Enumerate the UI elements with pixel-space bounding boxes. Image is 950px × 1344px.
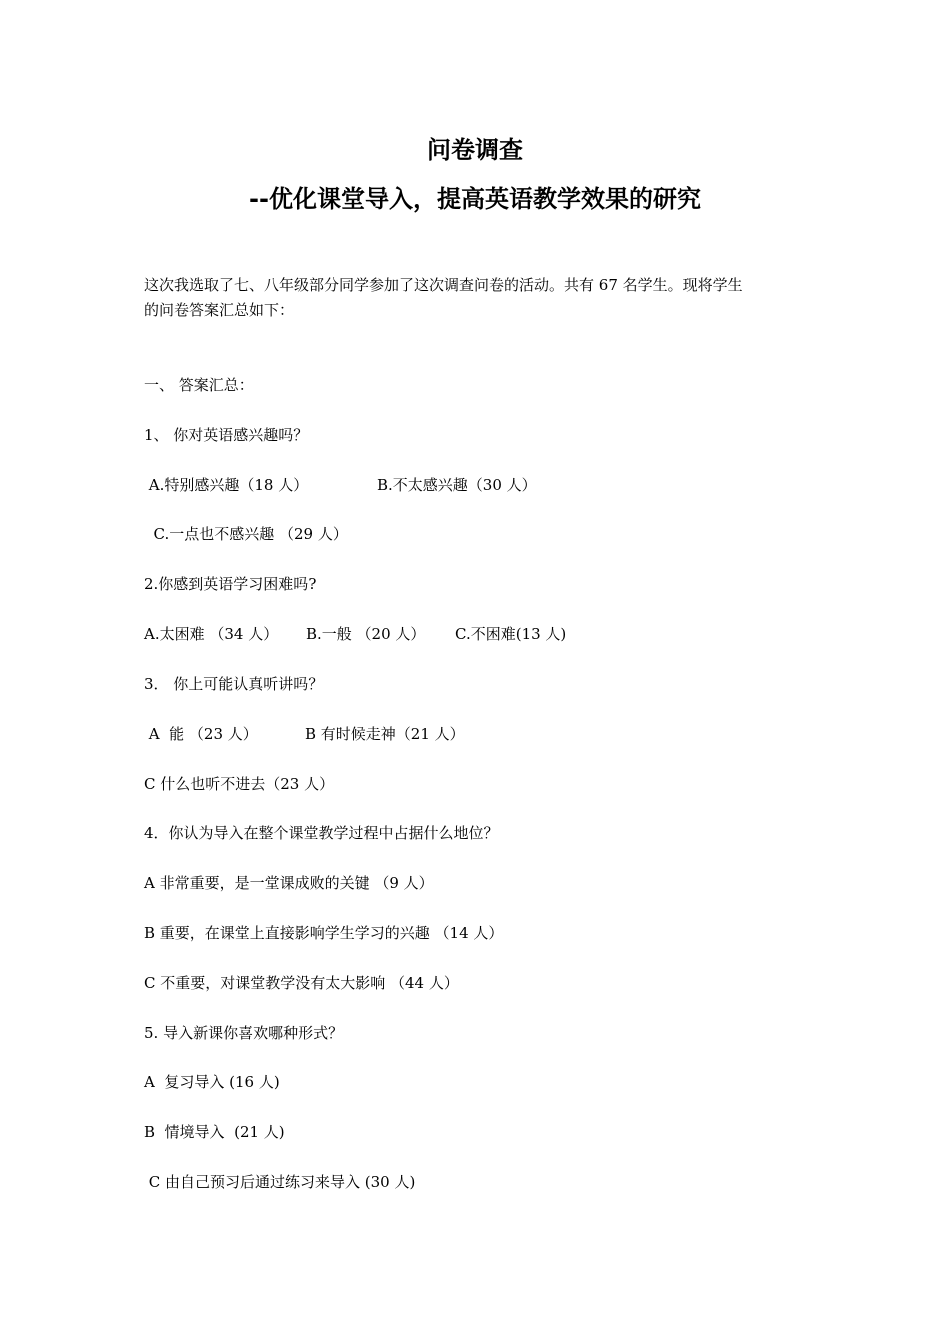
q3-option-c: C 什么也听不进去（23 人） — [144, 775, 335, 793]
q1-option-b: B.不太感兴趣（30 人） — [377, 476, 537, 494]
q3-option-b: B 有时候走神（21 人） — [305, 725, 465, 743]
q4-option-b: B 重要，在课堂上直接影响学生学习的兴趣 （14 人） — [144, 924, 504, 942]
q1-option-c: C.一点也不感兴趣 （29 人） — [144, 525, 348, 543]
section-heading: 一、 答案汇总： — [144, 376, 254, 394]
q2-option-a: A.太困难 （34 人） — [144, 625, 279, 643]
q4-option-a: A 非常重要，是一堂课成败的关键 （9 人） — [144, 874, 434, 892]
q2-option-c: C.不困难(13 人) — [455, 625, 567, 643]
q1-question: 1、 你对英语感兴趣吗？ — [144, 426, 309, 444]
q3-option-a: A 能 （23 人） — [144, 725, 258, 743]
q5-option-b: B 情境导入 (21 人) — [144, 1123, 285, 1141]
q1-option-a: A.特别感兴趣（18 人） — [144, 476, 309, 494]
intro-line-2: 的问卷答案汇总如下： — [144, 301, 295, 319]
document-subtitle: --优化课堂导入，提高英语教学效果的研究 — [249, 185, 701, 213]
q4-option-c: C 不重要，对课堂教学没有太大影响 （44 人） — [144, 974, 459, 992]
q4-question: 4．你认为导入在整个课堂教学过程中占据什么地位？ — [144, 824, 499, 842]
intro-line-1: 这次我选取了七、八年级部分同学参加了这次调查问卷的活动。共有 67 名学生。现将学生 — [144, 276, 743, 294]
q3-question: 3． 你上可能认真听讲吗？ — [144, 675, 324, 693]
q5-option-c: C 由自己预习后通过练习来导入 (30 人) — [144, 1173, 416, 1191]
q2-question: 2.你感到英语学习困难吗? — [144, 575, 317, 593]
q5-option-a: A 复习导入 (16 人) — [144, 1073, 280, 1091]
q5-question: 5. 导入新课你喜欢哪种形式？ — [144, 1024, 344, 1042]
q2-option-b: B.一般 （20 人） — [306, 625, 426, 643]
document-title: 问卷调查 — [427, 136, 523, 164]
